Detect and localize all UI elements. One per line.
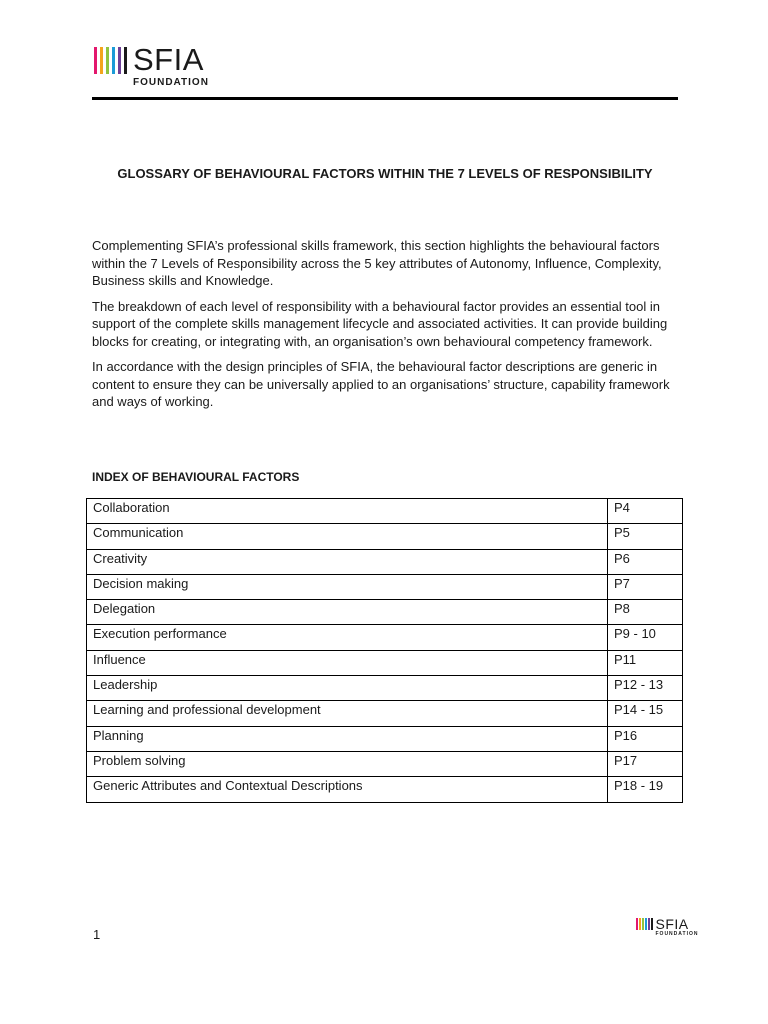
table-row — [87, 600, 683, 625]
logo-name: SFIA — [655, 916, 689, 932]
table-row — [87, 625, 683, 650]
index-page: P17 — [608, 751, 683, 776]
table-row — [87, 726, 683, 751]
logo-bar — [106, 47, 109, 74]
intro-paragraph: In accordance with the design principles of SFIA, the behavioural factor descriptions are generic in content to ensure they can be universally applied to an organisations’ structure, capability framework and ways of working. — [92, 359, 670, 409]
index-page: P9 - 10 — [608, 625, 683, 650]
index-topic: Creativity — [87, 549, 608, 574]
intro-paragraph: The breakdown of each level of responsibility with a behavioural factor provides an essential tool in support of the complete skills management lifecycle and associated activities. It can provide building blocks for creating, or integrating with, an organisation’s own behavioural competency framework. — [92, 298, 668, 349]
table-row — [87, 650, 683, 675]
index-topic: Planning — [87, 726, 608, 751]
index-page: P7 — [608, 574, 683, 599]
index-topic: Problem solving — [87, 751, 608, 776]
index-page: P11 — [608, 650, 683, 675]
page-title: GLOSSARY OF BEHAVIOURAL FACTORS WITHIN THE 7 LEVELS OF RESPONSIBILITY — [117, 166, 653, 181]
footer-sfia-logo — [636, 917, 698, 937]
logo-bar — [94, 47, 97, 74]
index-heading: INDEX OF BEHAVIOURAL FACTORS — [92, 470, 300, 484]
index-topic: Delegation — [87, 600, 608, 625]
logo-bar — [636, 918, 638, 930]
index-page: P6 — [608, 549, 683, 574]
table-row — [87, 524, 683, 549]
index-page: P14 - 15 — [608, 701, 683, 726]
logo-subtitle: FOUNDATION — [655, 931, 699, 937]
logo-color-bars — [94, 47, 127, 74]
logo-bar — [124, 47, 127, 74]
logo-bar — [112, 47, 115, 74]
index-page: P12 - 13 — [608, 676, 683, 701]
logo-bar — [648, 918, 650, 930]
table-row — [87, 777, 683, 802]
index-page: P8 — [608, 600, 683, 625]
index-topic: Generic Attributes and Contextual Descriptions — [87, 777, 608, 802]
index-topic: Execution performance — [87, 625, 608, 650]
logo-bar — [642, 918, 644, 930]
sfia-logo — [94, 42, 209, 89]
table-row — [87, 499, 683, 524]
index-topic: Influence — [87, 650, 608, 675]
index-page: P4 — [608, 499, 683, 524]
table-row — [87, 549, 683, 574]
logo-color-bars — [636, 918, 653, 930]
logo-bar — [100, 47, 103, 74]
logo-subtitle: FOUNDATION — [133, 77, 209, 88]
index-page: P5 — [608, 524, 683, 549]
table-row — [87, 701, 683, 726]
index-topic: Collaboration — [87, 499, 608, 524]
index-table — [86, 498, 683, 803]
logo-bar — [645, 918, 647, 930]
logo-bar — [118, 47, 121, 74]
logo-name: SFIA — [133, 42, 204, 77]
index-topic: Leadership — [87, 676, 608, 701]
index-page: P18 - 19 — [608, 777, 683, 802]
header-divider — [92, 97, 678, 100]
index-page: P16 — [608, 726, 683, 751]
table-row — [87, 574, 683, 599]
index-topic: Decision making — [87, 574, 608, 599]
intro-paragraph: Complementing SFIA’s professional skills framework, this section highlights the behavioural factors within the 7 Levels of Responsibility across the 5 key attributes of Autonomy, Influence, Complexity, Business skills and Knowledge. — [92, 238, 662, 288]
logo-bar — [639, 918, 641, 930]
table-row — [87, 751, 683, 776]
index-topic: Communication — [87, 524, 608, 549]
table-row — [87, 676, 683, 701]
intro-text — [92, 237, 682, 419]
index-topic: Learning and professional development — [87, 701, 608, 726]
logo-bar — [651, 918, 653, 930]
page-number: 1 — [93, 927, 101, 942]
